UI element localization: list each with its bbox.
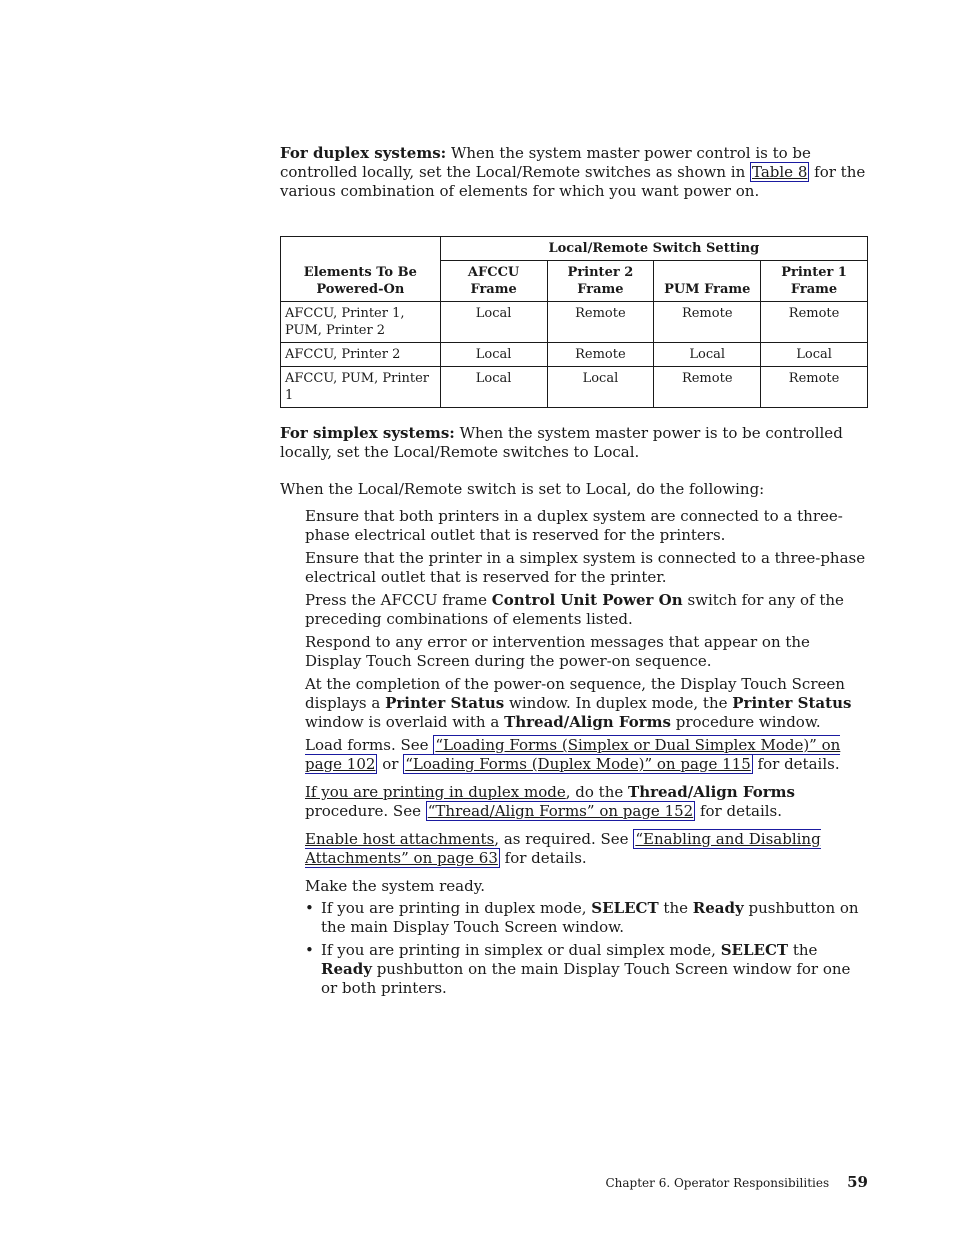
step-3-bold: Control Unit Power On (491, 591, 683, 609)
table-cell: Remote (654, 367, 761, 408)
step-9: Make the system ready. (305, 877, 485, 895)
simplex-text: When the system master power is to be controlled locally, set the Local/Remote switches to Local. (280, 424, 843, 461)
bullet-1-the: the (658, 899, 693, 917)
bullet-1-select: SELECT (591, 899, 659, 917)
header-elements: Elements To Be Powered-On (281, 237, 441, 302)
step-8-text: Enable host attachments (305, 830, 495, 848)
intro-text1: When the system master power control is to be controlled locally, set the Local/Remote switches as shown in (280, 144, 811, 181)
step-1: Ensure that both printers in a duplex system are connected to a three-phase electrical outlet that is reserved for the printers. (305, 507, 843, 544)
bullet-1-ready: Ready (692, 899, 744, 917)
ready-bullets (305, 899, 870, 998)
bullet-1-text: If you are printing in duplex mode, (321, 899, 592, 917)
table-row (281, 367, 868, 408)
table-8-link[interactable]: Table 8 (752, 163, 808, 181)
step-5-bold-3: Thread/Align Forms (504, 713, 671, 731)
header-afccu: AFCCU Frame (440, 261, 547, 302)
simplex-paragraph (280, 424, 870, 462)
table-cell: Remote (761, 302, 868, 343)
table-cell: Local (761, 343, 868, 367)
step-5-text: At the completion of the power-on sequence, the Display Touch Screen displays a (305, 675, 845, 712)
intro-lead: For duplex systems: (280, 144, 447, 162)
bullet-2-end: pushbutton on the main Display Touch Screen window for one or both printers. (321, 960, 851, 997)
bullet-2-the: the (788, 941, 818, 959)
table-cell: Local (440, 367, 547, 408)
bullet-1-end: pushbutton on the main Display Touch Screen window. (321, 899, 859, 936)
step-6-text: Load forms. See (305, 736, 434, 754)
step-3-text-end: switch for any of the preceding combinations of elements listed. (305, 591, 844, 628)
step-5 (305, 675, 870, 732)
step-7-bold: Thread/Align Forms (628, 783, 795, 801)
step-7 (305, 783, 870, 821)
bullet-icon: • (305, 941, 314, 959)
enabling-attachments-link[interactable]: “Enabling and Disabling Attachments” on page 63 (305, 830, 821, 867)
step-5-bold-1: Printer Status (385, 694, 505, 712)
table-cell: Local (547, 367, 654, 408)
table-cell: Local (440, 302, 547, 343)
table-cell: AFCCU, Printer 1, PUM, Printer 2 (281, 302, 441, 343)
intro-paragraph (280, 144, 868, 201)
procedure-steps (305, 507, 870, 1002)
step-4: Respond to any error or intervention messages that appear on the Display Touch Screen during the power-on sequence. (305, 633, 810, 670)
table-row (281, 343, 868, 367)
bullet-2-text: If you are printing in simplex or dual simplex mode, (321, 941, 721, 959)
step-2: Ensure that the printer in a simplex system is connected to a three-phase electrical outlet that is reserved for the printer. (305, 549, 866, 586)
simplex-lead: For simplex systems: (280, 424, 455, 442)
when-paragraph: When the Local/Remote switch is set to Local, do the following: (280, 480, 765, 498)
table-cell: Remote (761, 367, 868, 408)
step-7-text-3: procedure. See (305, 802, 426, 820)
table-cell: AFCCU, PUM, Printer 1 (281, 367, 441, 408)
switch-settings-table (280, 236, 868, 408)
chapter-title: Chapter 6. Operator Responsibilities (605, 1176, 830, 1190)
intro-text2: for the various combination of elements for which you want power on. (280, 163, 866, 200)
bullet-2-ready: Ready (321, 960, 372, 978)
loading-forms-simplex-link[interactable]: “Loading Forms (Simplex or Dual Simplex Mode)” on page 102 (305, 736, 841, 773)
header-group: Local/Remote Switch Setting (440, 237, 867, 261)
loading-forms-duplex-link[interactable]: “Loading Forms (Duplex Mode)” on page 115 (405, 755, 751, 773)
bullet-icon: • (305, 899, 314, 917)
table-cell: Remote (654, 302, 761, 343)
step-8-text-3: for details. (499, 849, 587, 867)
step-3 (305, 591, 870, 629)
step-8-text-2: , as required. See (494, 830, 634, 848)
step-5-text-4: procedure window. (670, 713, 821, 731)
step-6 (305, 736, 870, 774)
step-7-text-4: for details. (695, 802, 783, 820)
step-5-text-2: window. In duplex mode, the (504, 694, 733, 712)
step-5-bold-2: Printer Status (732, 694, 852, 712)
step-7-text-2: , do the (565, 783, 629, 801)
bullet-2-select: SELECT (720, 941, 789, 959)
step-7-text: If you are printing in duplex mode (305, 783, 566, 801)
header-printer1: Printer 1 Frame (761, 261, 868, 302)
header-pum: PUM Frame (654, 261, 761, 302)
table-row (281, 302, 868, 343)
list-item (305, 899, 870, 937)
step-5-text-3: window is overlaid with a (305, 713, 505, 731)
table-cell: Remote (547, 343, 654, 367)
list-item (305, 941, 870, 998)
step-6-text-3: for details. (752, 755, 840, 773)
step-3-text: Press the AFCCU frame (305, 591, 492, 609)
step-6-text-2: or (377, 755, 404, 773)
header-printer2: Printer 2 Frame (547, 261, 654, 302)
step-8 (305, 830, 870, 868)
page-number: 59 (847, 1173, 868, 1191)
page-footer (605, 1173, 868, 1191)
table-cell: Local (440, 343, 547, 367)
table-cell: Remote (547, 302, 654, 343)
thread-align-forms-link[interactable]: “Thread/Align Forms” on page 152 (427, 802, 694, 820)
table-cell: Local (654, 343, 761, 367)
table-cell: AFCCU, Printer 2 (281, 343, 441, 367)
